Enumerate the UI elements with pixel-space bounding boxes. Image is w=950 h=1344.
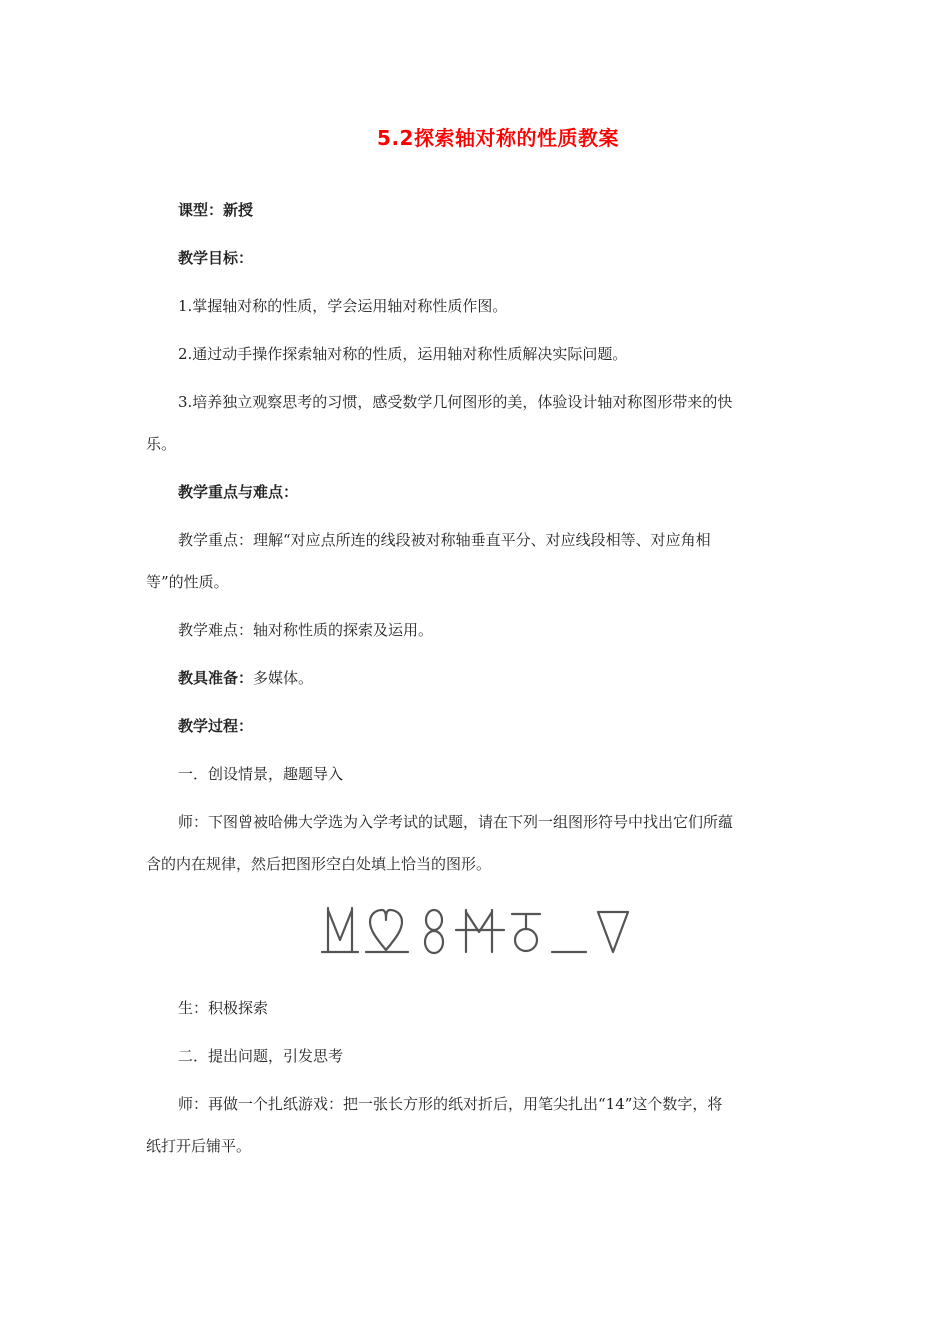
section-1: 一．创设情景，趣题导入	[178, 765, 344, 783]
tools-label: 教具准备：	[178, 669, 254, 687]
objective-3-line-1: 3.培养独立观察思考的习惯，感受数学几何图形的美，体验设计轴对称图形带来的快	[178, 393, 733, 411]
teacher-1-line-1: 师：下图曾被哈佛大学选为入学考试的试题，请在下列一组图形符号中找出它们所蕴	[178, 813, 734, 831]
symbol-four-icon	[456, 910, 504, 952]
symbol-five-icon	[512, 914, 540, 951]
document-title: 5.2探索轴对称的性质教案	[377, 126, 619, 150]
symbol-eight-icon	[425, 910, 443, 953]
tools	[178, 660, 838, 696]
teacher-1-line-2: 含的内在规律，然后把图形空白处填上恰当的图形。	[146, 855, 492, 873]
teacher-2-line-2: 纸打开后铺平。	[146, 1137, 252, 1155]
key-points-heading: 教学重点与难点：	[178, 483, 299, 501]
process-heading: 教学过程：	[178, 717, 254, 735]
tools-value: 多媒体。	[253, 669, 314, 687]
difficulty: 教学难点：轴对称性质的探索及运用。	[178, 621, 434, 639]
objective-1: 1.掌握轴对称的性质，学会运用轴对称性质作图。	[178, 297, 508, 315]
student-1: 生：积极探索	[178, 999, 269, 1017]
key-point-line-1: 教学重点：理解“对应点所连的线段被对称轴垂直平分、对应线段相等、对应角相	[178, 531, 711, 549]
key-point-line-2: 等”的性质。	[146, 573, 229, 591]
objective-3-line-2: 乐。	[146, 435, 177, 453]
lesson-type: 课型：新授	[178, 201, 254, 219]
objectives-heading: 教学目标：	[178, 249, 254, 267]
objective-2: 2.通过动手操作探索轴对称的性质，运用轴对称性质解决实际问题。	[178, 345, 628, 363]
symbol-m-icon	[322, 908, 358, 952]
symbol-triangle-icon	[598, 912, 628, 952]
teacher-2-line-1: 师：再做一个扎纸游戏：把一张长方形的纸对折后，用笔尖扎出“14”这个数字，将	[178, 1095, 723, 1113]
symbol-pattern-figure	[318, 898, 638, 968]
symbol-heart-icon	[366, 910, 408, 952]
section-2: 二．提出问题，引发思考	[178, 1047, 344, 1065]
